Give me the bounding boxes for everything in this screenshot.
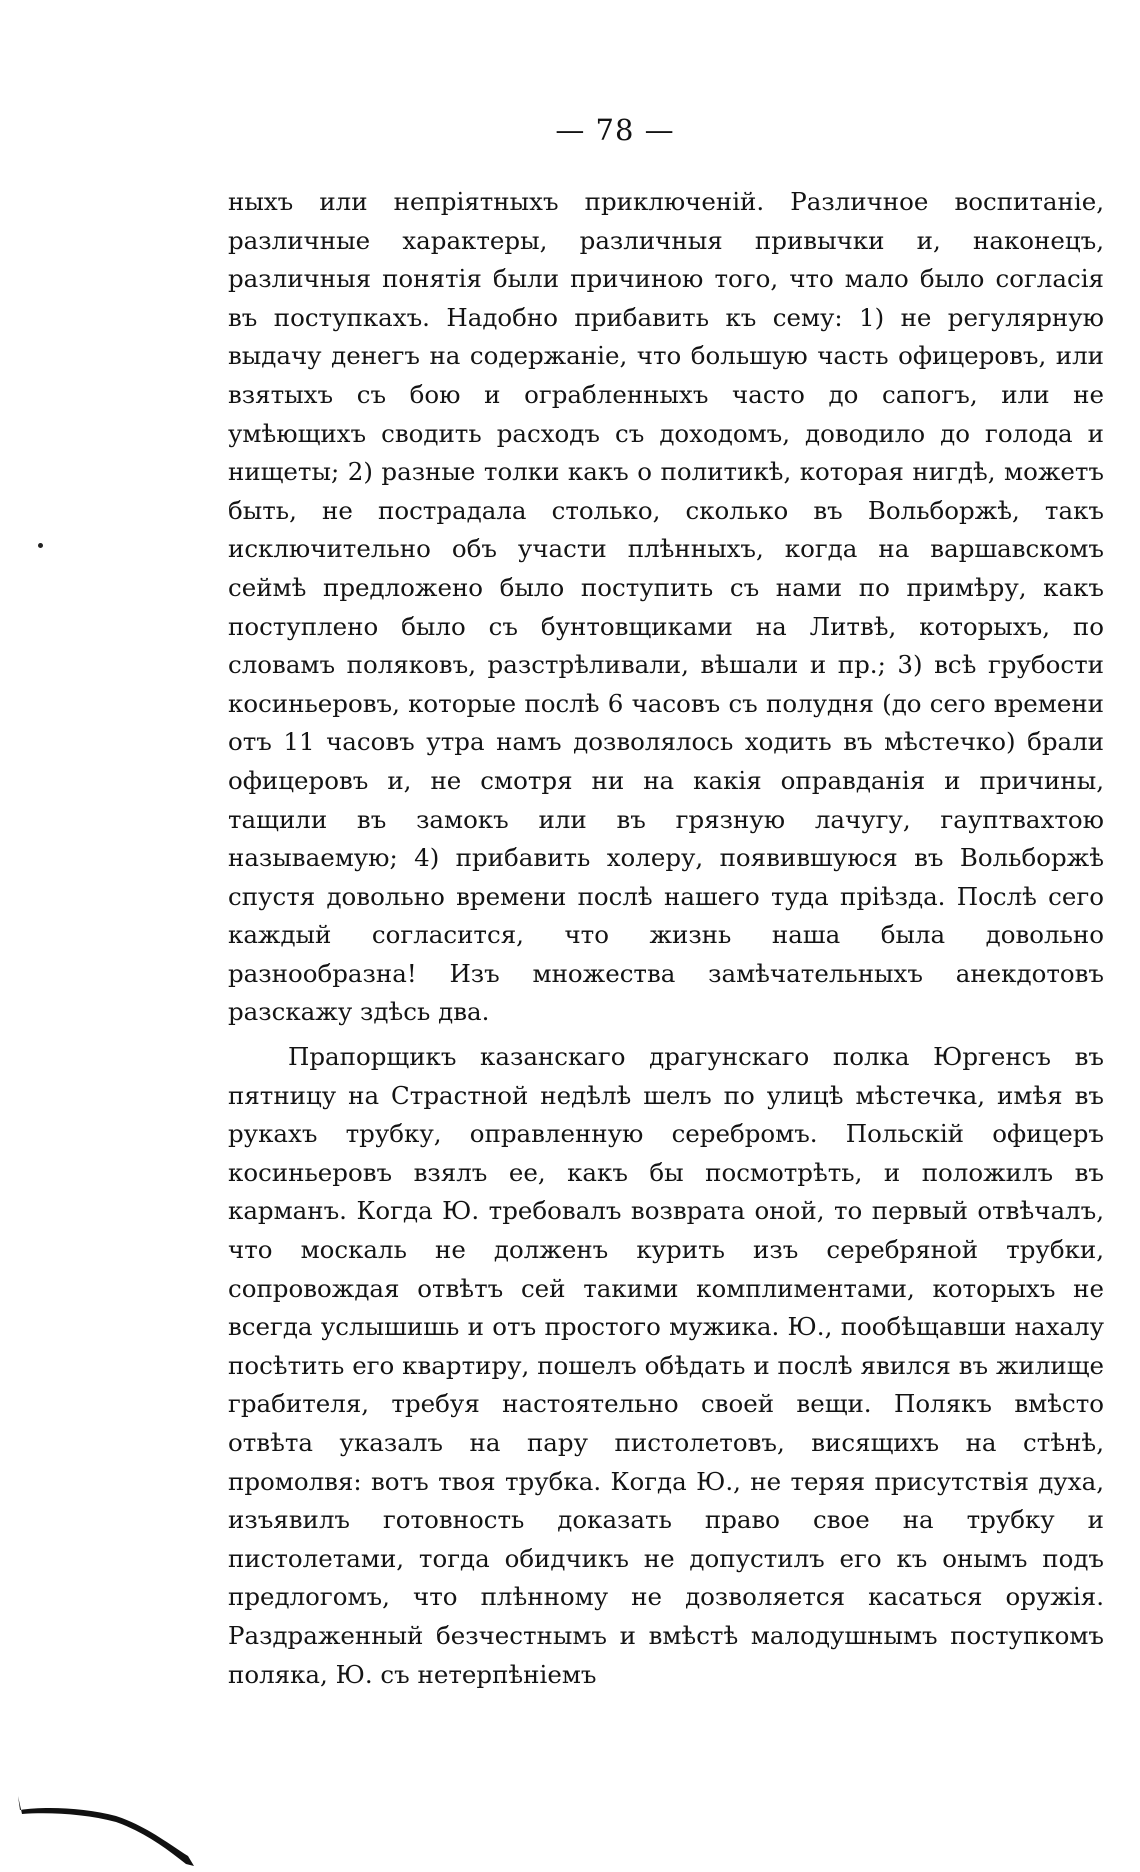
scan-edge-mark	[16, 1790, 226, 1870]
page-number: — 78 —	[555, 113, 675, 147]
paragraph-1: ныхъ или непріятныхъ приключеній. Различное воспитаніе, различные характеры, различныя привычки и, наконецъ, различныя понятія были причиною того, что мало было согласія въ поступкахъ. Надобно прибавить къ сему: 1) не регулярную выдачу денегъ на содержаніе, что большую часть офицеровъ, или взятыхъ съ бою и ограбленныхъ часто до сапогъ, или не умѣющихъ сводить расходъ съ доходомъ, доводило до голода и нищеты; 2) разные толки какъ о политикѣ, которая нигдѣ, можетъ быть, не пострадала столько, сколько въ Вольборжѣ, такъ исключительно объ участи плѣнныхъ, когда на варшавскомъ сеймѣ предложено было поступить съ нами по примѣру, какъ поступлено было съ бунтовщиками на Литвѣ, которыхъ, по словамъ поляковъ, разстрѣливали, вѣшали и пр.; 3) всѣ грубости косиньеровъ, которые послѣ 6 часовъ съ полудня (до сего времени отъ 11 часовъ утра намъ дозволялось ходить въ мѣстечко) брали офицеровъ и, не смотря ни на какія оправданія и причины, тащили въ замокъ или въ грязную лачугу, гауптвахтою называемую; 4) прибавить холеру, появившуюся въ Вольборжѣ спустя довольно времени послѣ нашего туда пріѣзда. Послѣ сего каждый согласится, что жизнь наша была довольно разнообразна! Изъ множества замѣчательныхъ анекдотовъ разскажу здѣсь два.	[228, 187, 1104, 1027]
page-body	[228, 183, 1104, 1694]
paragraph-2: Прапорщикъ казанскаго драгунскаго полка Юргенсъ въ пятницу на Страстной недѣлѣ шелъ по улицѣ мѣстечка, имѣя въ рукахъ трубку, оправленную серебромъ. Польскій офицеръ косиньеровъ взялъ ее, какъ бы посмотрѣть, и положилъ въ карманъ. Когда Ю. требовалъ возврата оной, то первый отвѣчалъ, что москаль не долженъ курить изъ серебряной трубки, сопровождая отвѣтъ сей такими комплиментами, которыхъ не всегда услышишь и отъ простого мужика. Ю., пообѣщавши нахалу посѣтить его квартиру, пошелъ обѣдать и послѣ явился въ жилище грабителя, требуя настоятельно своей вещи. Полякъ вмѣсто отвѣта указалъ на пару пистолетовъ, висящихъ на стѣнѣ, промолвя: вотъ твоя трубка. Когда Ю., не теряя присутствія духа, изъявилъ готовность доказать право свое на трубку и пистолетами, тогда обидчикъ не допустилъ его къ онымъ подъ предлогомъ, что плѣнному не дозволяется касаться оружія. Раздраженный безчестнымъ и вмѣстѣ малодушнымъ поступкомъ поляка, Ю. съ нетерпѣніемъ	[228, 1042, 1104, 1689]
margin-speck	[38, 543, 43, 548]
